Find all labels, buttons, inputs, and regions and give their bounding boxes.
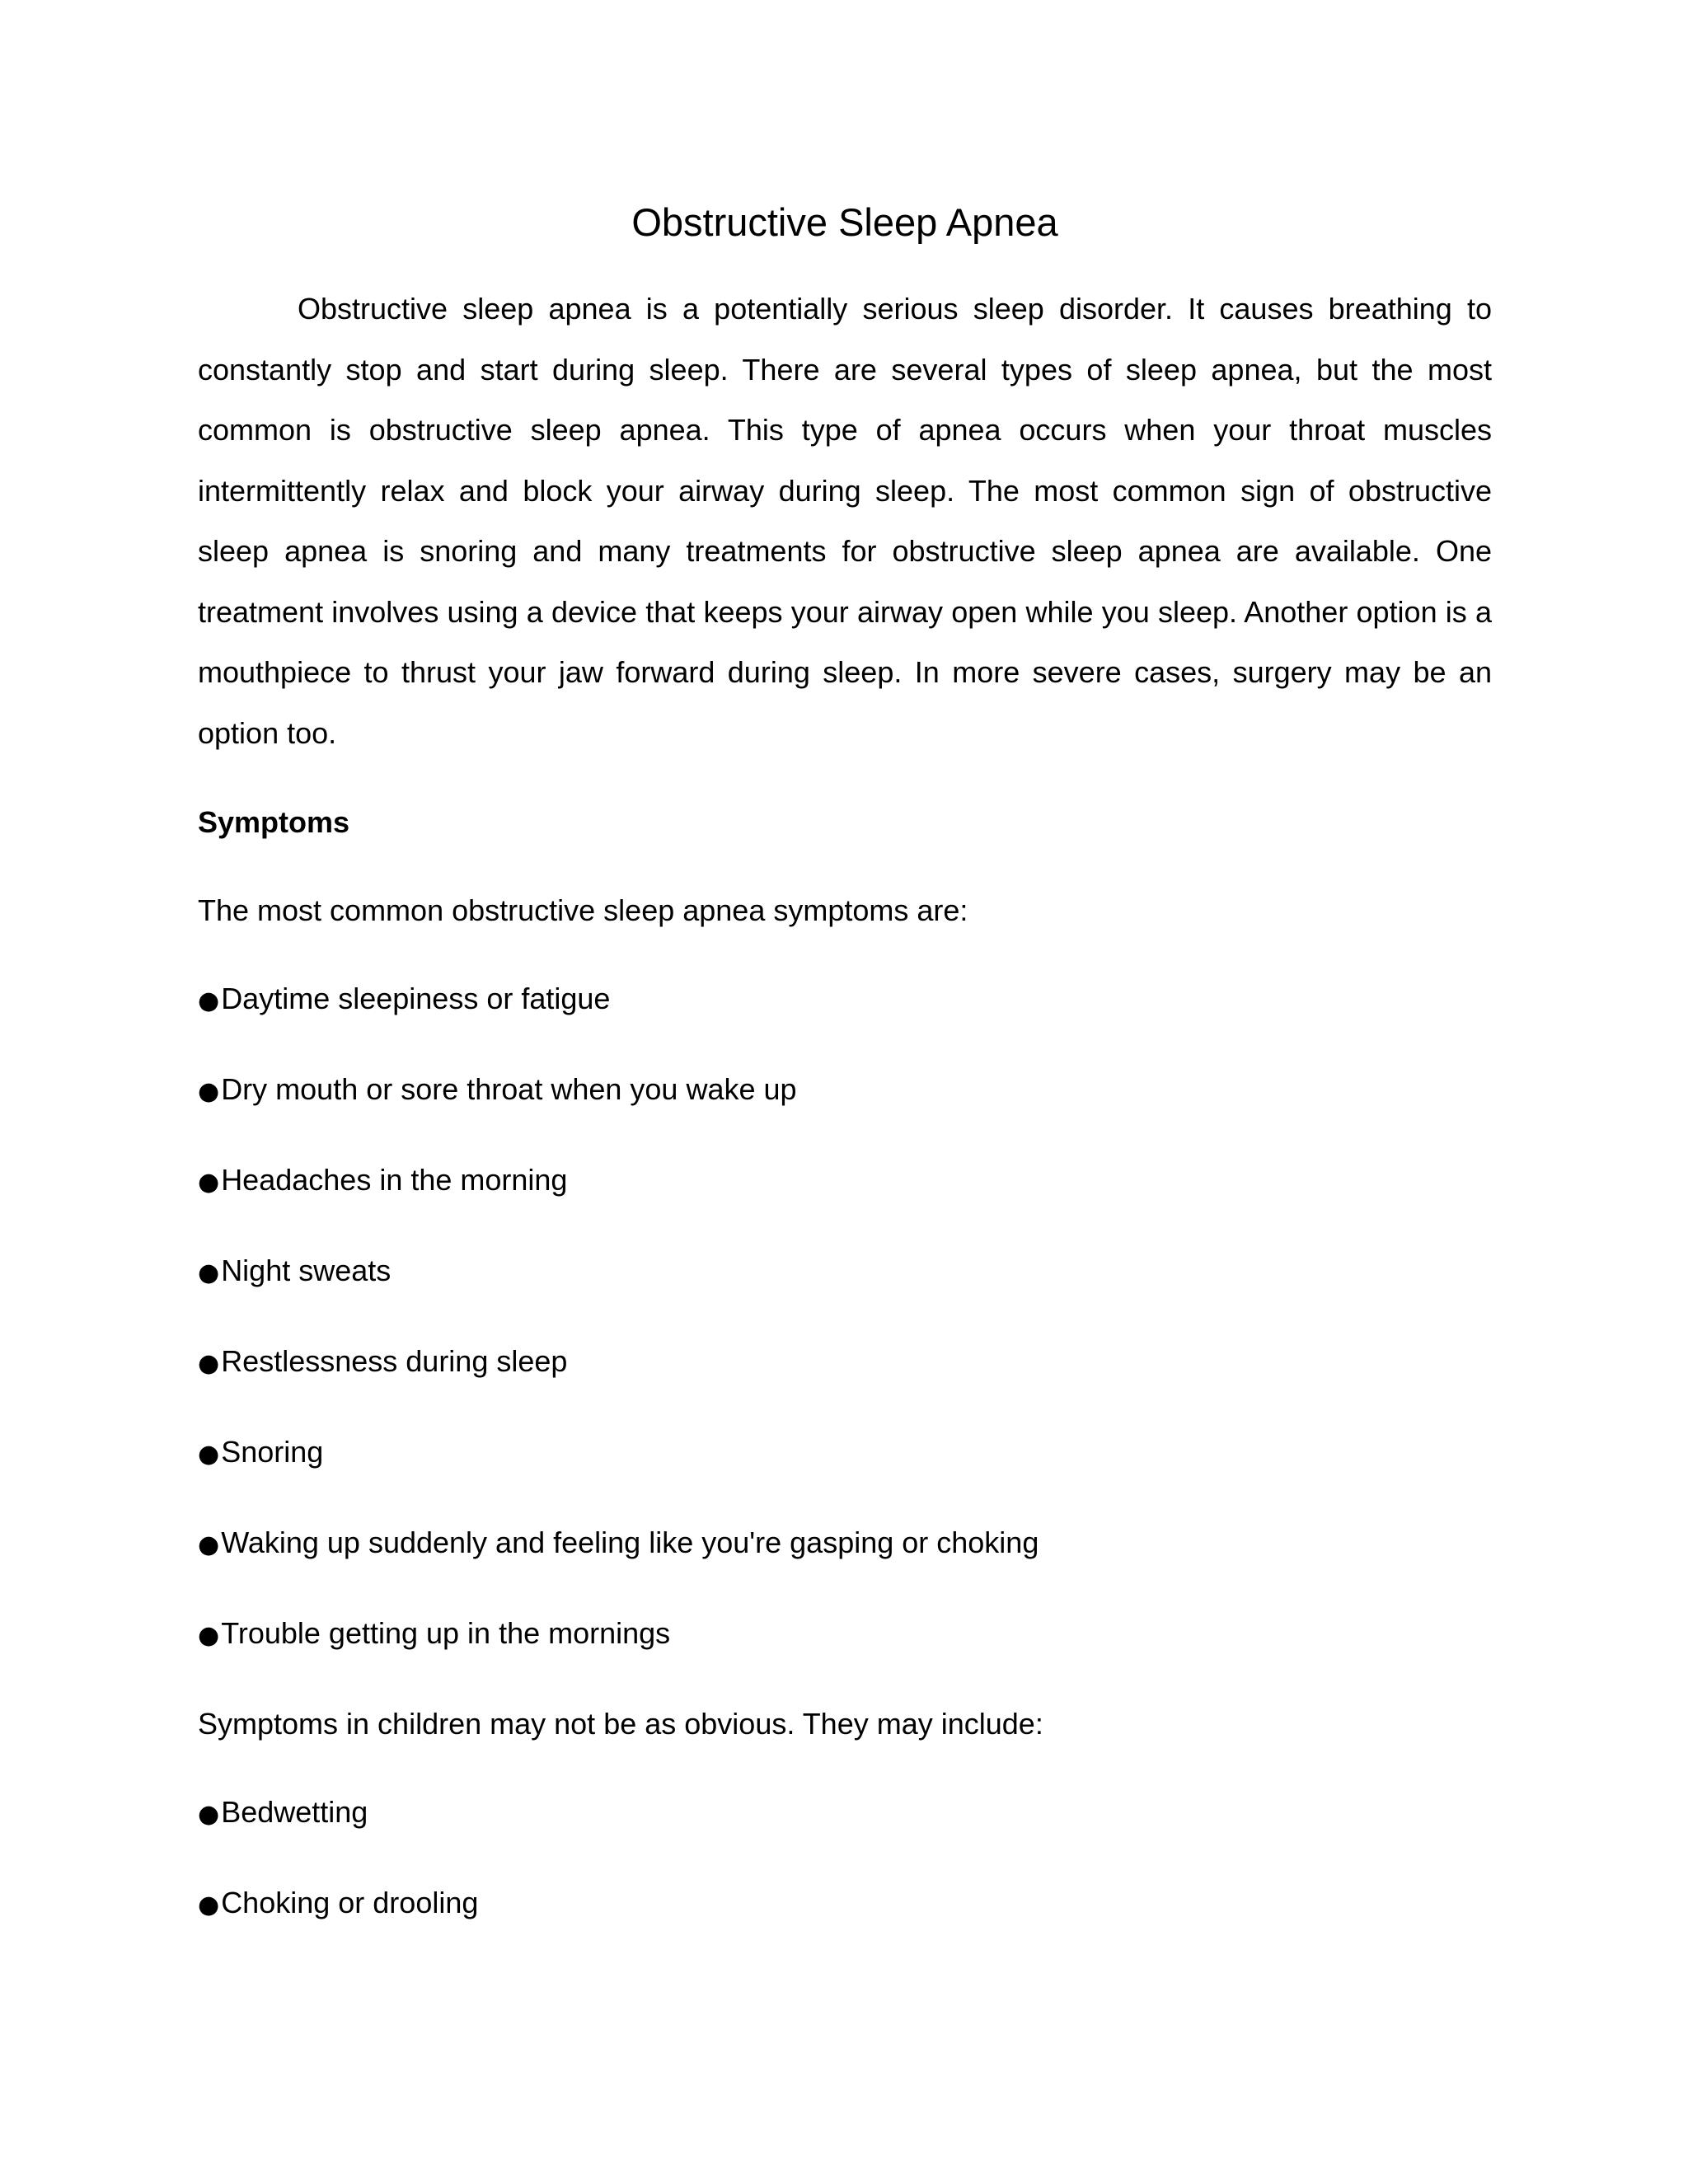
list-item-text: Dry mouth or sore throat when you wake up (221, 1072, 797, 1106)
list-item-text: Daytime sleepiness or fatigue (221, 982, 611, 1015)
list-item-text: Night sweats (221, 1254, 392, 1287)
list-item-text: Choking or drooling (221, 1886, 479, 1919)
list-item-text: Restlessness during sleep (221, 1344, 568, 1378)
intro-paragraph: Obstructive sleep apnea is a potentially serious sleep disorder. It causes breathing to constantly stop and start during sleep. There are several types of sleep apnea, but the most common is obstructive sleep apnea. This type of apnea occurs when your throat muscles intermittently relax and block your airway during sleep. The most common sign of obstructive sleep apnea is snoring and many treatments for obstructive sleep apnea are available. One treatment involves using a device that keeps your airway open while you sleep. Another option is a mouthpiece to thrust your jaw forward during sleep. In more severe cases, surgery may be an option too. (198, 292, 1492, 750)
list-item-text: Trouble getting up in the mornings (221, 1616, 671, 1650)
bullet-icon: ● (198, 1077, 220, 1106)
list-item-text: Snoring (221, 1435, 324, 1469)
list-item (198, 1150, 1492, 1212)
bullet-icon: ● (198, 1349, 220, 1378)
bullet-icon: ● (198, 1440, 220, 1469)
list-item (198, 1240, 1492, 1303)
bullet-icon: ● (198, 1168, 220, 1197)
list-item (198, 968, 1492, 1031)
list-item (198, 1331, 1492, 1394)
adult-symptoms-list (198, 968, 1492, 1666)
bullet-icon: ● (198, 1258, 220, 1287)
bullet-icon: ● (198, 987, 220, 1015)
list-item-text: Bedwetting (221, 1795, 368, 1829)
bullet-icon: ● (198, 1621, 220, 1650)
page-title: Obstructive Sleep Apnea (631, 200, 1058, 244)
list-item (198, 1059, 1492, 1122)
document-content (198, 198, 1492, 1935)
list-item (198, 1782, 1492, 1844)
list-item-text: Waking up suddenly and feeling like you're gasping or choking (221, 1526, 1039, 1559)
bullet-icon: ● (198, 1530, 220, 1559)
children-symptoms-lead: Symptoms in children may not be as obvious. They may include: (198, 1707, 1043, 1741)
bullet-icon: ● (198, 1891, 220, 1919)
bullet-icon: ● (198, 1800, 220, 1829)
list-item (198, 1512, 1492, 1575)
list-item (198, 1872, 1492, 1935)
section-heading-symptoms: Symptoms (198, 805, 350, 839)
list-item (198, 1422, 1492, 1484)
list-item-text: Headaches in the morning (221, 1163, 568, 1197)
list-item (198, 1603, 1492, 1666)
children-symptoms-list (198, 1782, 1492, 1935)
adult-symptoms-lead: The most common obstructive sleep apnea symptoms are: (198, 893, 968, 927)
